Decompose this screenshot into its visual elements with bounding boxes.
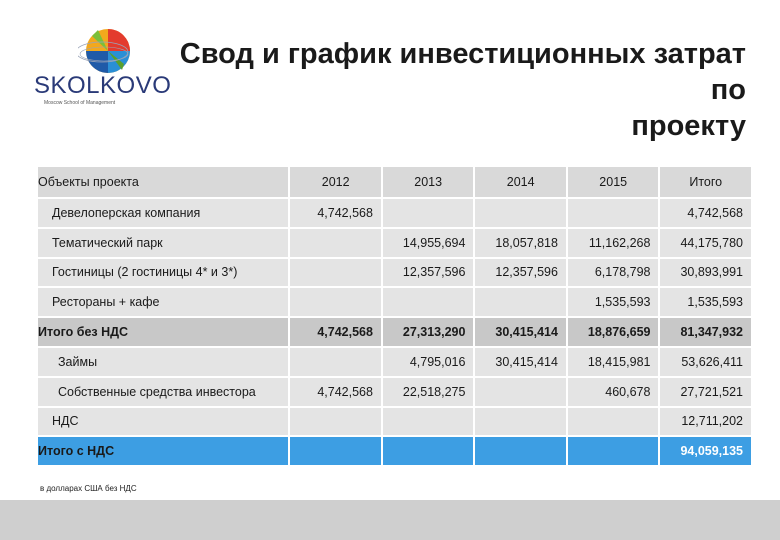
cell-total: 1,535,593: [659, 287, 752, 317]
row-label: Займы: [37, 347, 289, 377]
cell-2013: [382, 198, 475, 228]
cell-2014: [474, 407, 567, 437]
cell-2014: [474, 287, 567, 317]
cell-total: 94,059,135: [659, 436, 752, 466]
cell-2014: 30,415,414: [474, 347, 567, 377]
row-label: Девелоперская компания: [37, 198, 289, 228]
cell-2014: [474, 436, 567, 466]
cell-2014: [474, 377, 567, 407]
cell-total: 27,721,521: [659, 377, 752, 407]
cell-2013: 12,357,596: [382, 258, 475, 288]
investment-table: [37, 166, 752, 466]
header-2013: 2013: [382, 166, 475, 198]
cell-2015: 11,162,268: [567, 228, 660, 258]
cell-total: 53,626,411: [659, 347, 752, 377]
cell-2013: [382, 407, 475, 437]
row-label: Тематический парк: [37, 228, 289, 258]
header-objects: Объекты проекта: [37, 166, 289, 198]
header-2012: 2012: [289, 166, 382, 198]
cell-2015: 1,535,593: [567, 287, 660, 317]
skolkovo-logo: [34, 24, 172, 106]
row-label: Гостиницы (2 гостиницы 4* и 3*): [37, 258, 289, 288]
cell-2013: 14,955,694: [382, 228, 475, 258]
row-label: НДС: [37, 407, 289, 437]
cell-2015: 18,415,981: [567, 347, 660, 377]
title-line-1: Свод и график инвестиционных затрат по: [179, 38, 746, 106]
cell-2015: [567, 407, 660, 437]
logo-subtitle: Moscow School of Management: [44, 100, 116, 106]
cell-total: 4,742,568: [659, 198, 752, 228]
cell-2012: [289, 407, 382, 437]
cell-2013: 4,795,016: [382, 347, 475, 377]
table-row: [37, 287, 752, 317]
table-header-row: [37, 166, 752, 198]
cell-2012: 4,742,568: [289, 317, 382, 347]
cell-2014: 30,415,414: [474, 317, 567, 347]
header-total: Итого: [659, 166, 752, 198]
currency-footnote: в долларах США без НДС: [40, 484, 137, 493]
cell-2014: 12,357,596: [474, 258, 567, 288]
row-label: Собственные средства инвестора: [37, 377, 289, 407]
cell-2012: 4,742,568: [289, 377, 382, 407]
grand-total-row: [37, 436, 752, 466]
header-2015: 2015: [567, 166, 660, 198]
cell-2014: [474, 198, 567, 228]
cell-2015: [567, 198, 660, 228]
subtotal-row: [37, 317, 752, 347]
row-label: Рестораны + кафе: [37, 287, 289, 317]
header-2014: 2014: [474, 166, 567, 198]
cell-2013: [382, 287, 475, 317]
row-label: Итого без НДС: [37, 317, 289, 347]
cell-total: 30,893,991: [659, 258, 752, 288]
table-row: [37, 407, 752, 437]
table-row: [37, 198, 752, 228]
logo-wordmark: SKOLKOVO: [34, 72, 172, 99]
bottom-bar: [0, 500, 780, 540]
table-row: [37, 258, 752, 288]
cell-2012: [289, 258, 382, 288]
cell-total: 81,347,932: [659, 317, 752, 347]
row-label: Итого с НДС: [37, 436, 289, 466]
cell-total: 12,711,202: [659, 407, 752, 437]
title-line-2: проекту: [631, 110, 746, 142]
cell-2015: 6,178,798: [567, 258, 660, 288]
table-row: [37, 228, 752, 258]
table-row: [37, 377, 752, 407]
table-row: [37, 347, 752, 377]
cell-2013: [382, 436, 475, 466]
page-title: [146, 36, 746, 144]
cell-2012: [289, 347, 382, 377]
cell-2015: 18,876,659: [567, 317, 660, 347]
cell-total: 44,175,780: [659, 228, 752, 258]
cell-2015: [567, 436, 660, 466]
cell-2014: 18,057,818: [474, 228, 567, 258]
cell-2012: 4,742,568: [289, 198, 382, 228]
cell-2012: [289, 436, 382, 466]
cell-2013: 22,518,275: [382, 377, 475, 407]
cell-2013: 27,313,290: [382, 317, 475, 347]
cell-2012: [289, 287, 382, 317]
cell-2015: 460,678: [567, 377, 660, 407]
cell-2012: [289, 228, 382, 258]
